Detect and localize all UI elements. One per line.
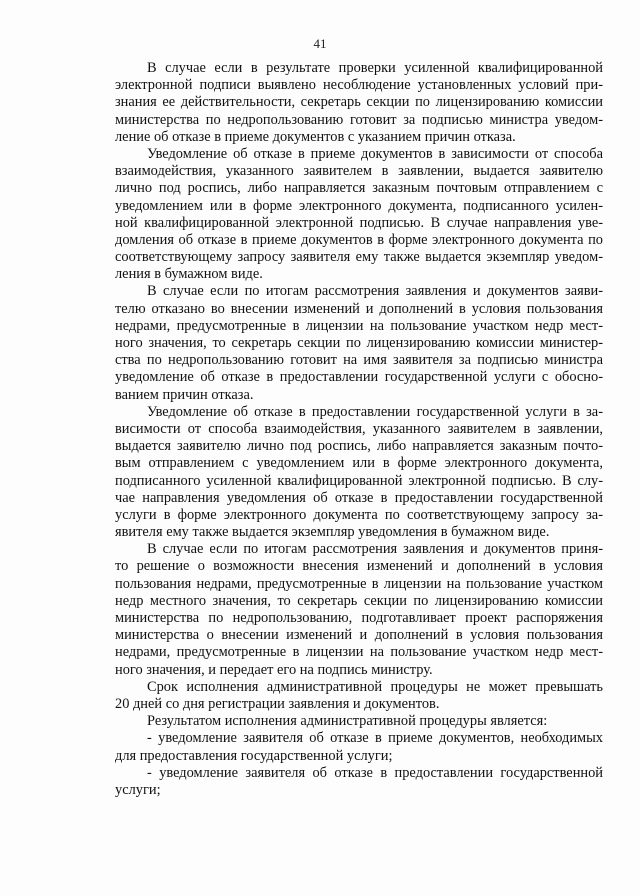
text-line: ления в бумажном виде. [115, 266, 263, 283]
paragraph [115, 765, 603, 799]
paragraph [115, 713, 603, 730]
text-line: ванием причин отказа. [115, 386, 254, 403]
text-line: услуги в форме электронного документа по соответствующему запросу за- [115, 506, 603, 523]
text-line: недрами, предусмотренные в лицензии на пользование участком недр мест- [115, 317, 603, 334]
text-line: министерства о внесении изменений и дополнений в условия пользования [115, 627, 603, 644]
text-line: явителя ему также выдается экземпляр уведомления в бумажном виде. [115, 524, 550, 541]
text-line: 20 дней со дня регистрации заявления и документов. [115, 695, 440, 712]
paragraph [115, 730, 603, 764]
text-line: Результатом исполнения административной процедуры является: [147, 713, 548, 730]
text-line: подписанного усиленной квалифицированной электронной подписью. В слу- [115, 472, 603, 489]
text-line: соответствующему запросу заявителя ему также выдается экземпляр уведом- [115, 249, 603, 266]
text-line: то решение о возможности внесения изменений и дополнений в условия [115, 558, 603, 575]
text-line: Уведомление об отказе в приеме документов в зависимости от способа [147, 145, 603, 162]
text-line: услуги; [115, 781, 161, 798]
text-line: ной квалифицированной электронной подписью. В случае направления уве- [115, 214, 603, 231]
page-number: 41 [313, 36, 327, 51]
text-line: пользования недрами, предусмотренные в лицензии на пользование участком [115, 575, 603, 592]
text-line: Уведомление об отказе в предоставлении государственной услуги в за- [147, 403, 603, 420]
text-line: лично под роспись, либо направляется заказным почтовым отправлением с [115, 180, 603, 197]
text-line: ства по недропользованию готовит на имя заявителя за подписью министра [115, 352, 603, 369]
text-line: недр местного значения, то секретарь секции по лицензированию комиссии [115, 592, 603, 609]
text-line: уведомление об отказе в предоставлении государственной услуги с обосно- [115, 369, 603, 386]
text-line: чае направления уведомления об отказе в предоставлении государственной [115, 489, 603, 506]
text-line: - уведомление заявителя об отказе в предоставлении государственной [147, 764, 603, 781]
paragraph [115, 541, 603, 679]
text-line: уведомлением или в форме электронного документа, подписанного усилен- [115, 197, 603, 214]
text-line: - уведомление заявителя об отказе в приеме документов, необходимых [147, 730, 603, 747]
text-line: взаимодействия, указанного заявителем в заявлении, выдается заявителю [115, 163, 603, 180]
text-line: электронной подписи выявлено несоблюдение установленных условий при- [115, 77, 603, 94]
text-line: знания ее действительности, секретарь секции по лицензированию комиссии [115, 94, 603, 111]
text-line: висимости от способа взаимодействия, указанного заявителем в заявлении, [115, 420, 603, 437]
text-line: В случае если по итогам рассмотрения заявления и документов заяви- [147, 283, 603, 300]
text-line: министерства по недропользованию готовит за подписью министра уведом- [115, 111, 603, 128]
text-line: домления об отказе в приеме документов в форме электронного документа по [115, 231, 603, 248]
text-line: телю отказано во внесении изменений и дополнений в условия пользования [115, 300, 603, 317]
text-line: для предоставления государственной услуги; [115, 747, 393, 764]
paragraph [115, 679, 603, 713]
text-line: В случае если в результате проверки усиленной квалифицированной [147, 60, 603, 76]
text-line: недрами, предусмотренные в лицензии на пользование участком недр мест- [115, 644, 603, 661]
paragraph [115, 60, 603, 146]
text-line: министерства по недропользованию, подготавливает проект распоряжения [115, 610, 603, 626]
text-line: Срок исполнения административной процедуры не может превышать [147, 678, 603, 695]
text-line: ного значения, то секретарь секции по лицензированию комиссии министер- [115, 335, 603, 351]
text-line: ного значения, и передает его на подпись министру. [115, 661, 433, 678]
text-line: выдается заявителю лично под роспись, либо направляется заказным почто- [115, 438, 603, 455]
text-line: вым отправлением с уведомлением или в форме электронного документа, [115, 455, 603, 472]
paragraph [115, 146, 603, 284]
paragraph [115, 283, 603, 403]
text-line: ление об отказе в приеме документов с указанием причин отказа. [115, 128, 516, 145]
text-line: В случае если по итогам рассмотрения заявления и документов приня- [147, 541, 603, 558]
paragraph [115, 404, 603, 542]
document-body [115, 60, 603, 799]
